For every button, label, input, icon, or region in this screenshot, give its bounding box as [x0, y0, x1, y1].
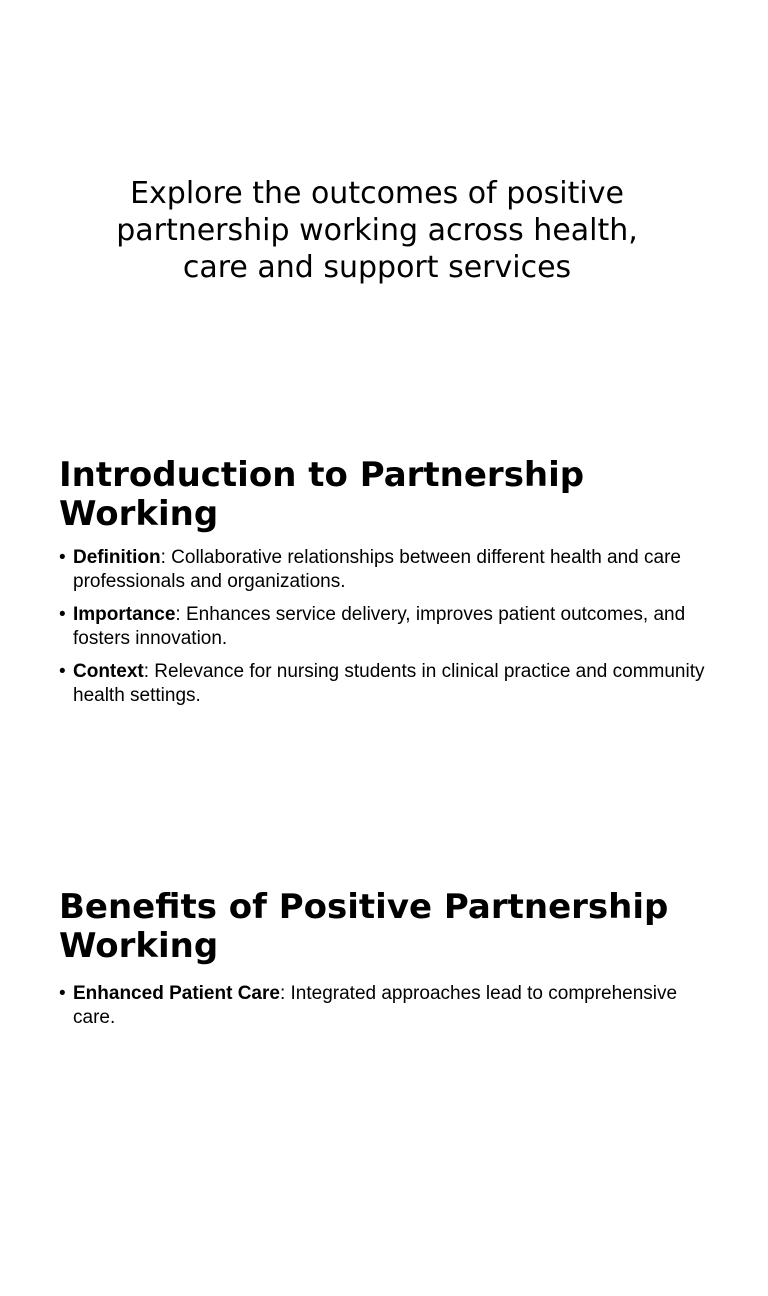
bullet-text: : Integrated approaches lead to comprehensive care.: [73, 983, 678, 1028]
slide-introduction: [0, 432, 768, 864]
slide-heading: Introduction to Partnership Working: [59, 455, 585, 534]
bullet-icon: •: [59, 661, 66, 682]
bullet-item-definition: [59, 546, 719, 594]
bullet-item-importance: [59, 603, 719, 651]
presentation-title: Explore the outcomes of positive partnership working across health, care and support services: [116, 176, 638, 285]
slide-benefits: [0, 864, 768, 1296]
bullet-item-context: [59, 660, 719, 708]
bullet-text: : Relevance for nursing students in clinical practice and community health settings.: [73, 661, 705, 706]
bullet-term: Importance: [73, 604, 176, 625]
bullet-icon: •: [59, 983, 66, 1004]
bullet-term: Definition: [73, 547, 161, 568]
bullet-term: Context: [73, 661, 144, 682]
bullet-term: Enhanced Patient Care: [73, 983, 280, 1004]
bullet-list: [59, 982, 719, 1039]
bullet-text: : Enhances service delivery, improves patient outcomes, and fosters innovation.: [73, 604, 686, 649]
bullet-icon: •: [59, 604, 66, 625]
bullet-icon: •: [59, 547, 66, 568]
title-slide: [0, 0, 768, 432]
bullet-list: [59, 546, 719, 717]
bullet-item-enhanced-patient-care: [59, 982, 719, 1030]
bullet-text: : Collaborative relationships between different health and care professionals and organizations.: [73, 547, 681, 592]
slide-heading: Benefits of Positive Partnership Working: [59, 887, 669, 966]
